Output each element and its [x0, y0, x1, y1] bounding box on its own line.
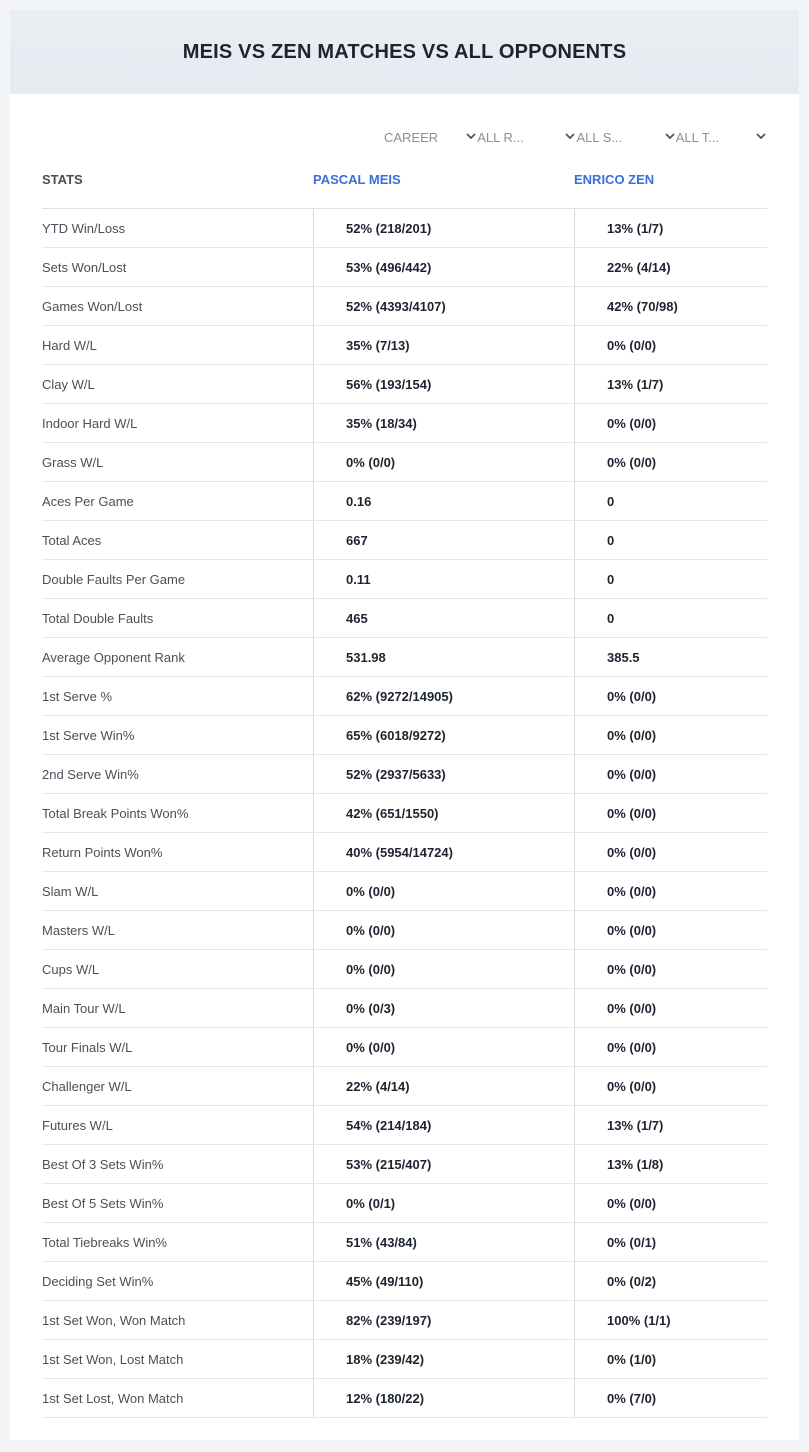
player2-cell	[574, 443, 768, 481]
table-row	[42, 1301, 767, 1340]
player1-cell	[313, 1145, 575, 1183]
player1-value: 465	[346, 611, 368, 626]
stat-label: Total Tiebreaks Win%	[42, 1235, 167, 1250]
stat-label: Sets Won/Lost	[42, 260, 127, 275]
player2-cell	[574, 1262, 768, 1300]
player2-value: 22% (4/14)	[607, 260, 671, 275]
chevron-down-icon	[465, 130, 477, 142]
player1-value: 51% (43/84)	[346, 1235, 417, 1250]
player2-cell	[574, 716, 768, 754]
player2-value: 42% (70/98)	[607, 299, 678, 314]
stat-label: 1st Set Lost, Won Match	[42, 1391, 184, 1406]
player2-value: 0% (0/0)	[607, 1040, 657, 1055]
stat-label: Games Won/Lost	[42, 299, 143, 314]
player1-value: 35% (18/34)	[346, 416, 417, 431]
table-row	[42, 911, 767, 950]
player1-cell	[313, 794, 575, 832]
surfaces-select-value: ALL S...	[576, 129, 623, 145]
table-row	[42, 560, 767, 599]
player1-value: 0.11	[346, 572, 371, 587]
player1-cell	[313, 404, 575, 442]
player2-cell	[574, 482, 768, 520]
player1-value: 0% (0/0)	[346, 962, 396, 977]
player2-value: 13% (1/7)	[607, 377, 664, 392]
player1-value: 531.98	[346, 650, 386, 665]
player2-cell	[574, 833, 768, 871]
player1-cell	[313, 365, 575, 403]
player1-cell	[313, 1067, 575, 1105]
table-row	[42, 1184, 767, 1223]
stat-label: YTD Win/Loss	[42, 221, 126, 236]
stat-label: 2nd Serve Win%	[42, 767, 139, 782]
table-row	[42, 677, 767, 716]
player1-link[interactable]: PASCAL MEIS	[313, 172, 401, 187]
table-row	[42, 365, 767, 404]
table-row	[42, 989, 767, 1028]
player2-cell	[574, 1301, 768, 1339]
stat-label: Indoor Hard W/L	[42, 416, 138, 431]
player2-value: 0% (0/0)	[607, 806, 657, 821]
chevron-down-icon	[564, 130, 576, 142]
player2-value: 100% (1/1)	[607, 1313, 671, 1328]
player2-value: 385.5	[607, 650, 640, 665]
stat-label: Deciding Set Win%	[42, 1274, 154, 1289]
player1-cell	[313, 599, 575, 637]
table-row	[42, 248, 767, 287]
player1-cell	[313, 1301, 575, 1339]
table-row	[42, 755, 767, 794]
player1-value: 667	[346, 533, 368, 548]
player1-value: 0.16	[346, 494, 372, 509]
table-row	[42, 1223, 767, 1262]
player2-cell	[574, 794, 768, 832]
player2-cell	[574, 209, 768, 247]
stat-label: Total Aces	[42, 533, 102, 548]
player1-value: 52% (4393/4107)	[346, 299, 446, 314]
player2-cell	[574, 1184, 768, 1222]
player1-cell	[313, 677, 575, 715]
player1-value: 40% (5954/14724)	[346, 845, 453, 860]
rounds-select-value: ALL R...	[477, 129, 524, 145]
table-row	[42, 1028, 767, 1067]
table-row	[42, 950, 767, 989]
stat-label: Aces Per Game	[42, 494, 134, 509]
player2-value: 0	[607, 494, 615, 509]
stats-table	[42, 208, 767, 1418]
player1-value: 56% (193/154)	[346, 377, 432, 392]
player2-value: 0% (0/0)	[607, 455, 657, 470]
player2-cell	[574, 560, 768, 598]
player1-cell	[313, 248, 575, 286]
player1-value: 35% (7/13)	[346, 338, 410, 353]
player2-value: 0% (0/1)	[607, 1235, 657, 1250]
player2-value: 0	[607, 572, 615, 587]
filter-bar	[382, 126, 767, 148]
table-row	[42, 443, 767, 482]
stat-label: Cups W/L	[42, 962, 100, 977]
player1-cell	[313, 209, 575, 247]
player1-cell	[313, 1262, 575, 1300]
player2-cell	[574, 1223, 768, 1261]
table-row	[42, 521, 767, 560]
player2-cell	[574, 1067, 768, 1105]
player1-cell	[313, 950, 575, 988]
player1-cell	[313, 482, 575, 520]
player1-cell	[313, 872, 575, 910]
player1-value: 54% (214/184)	[346, 1118, 432, 1133]
player2-cell	[574, 599, 768, 637]
player2-value: 0% (0/0)	[607, 884, 657, 899]
table-row	[42, 209, 767, 248]
player2-cell	[574, 326, 768, 364]
player1-cell	[313, 833, 575, 871]
player2-value: 13% (1/7)	[607, 1118, 664, 1133]
player1-cell	[313, 638, 575, 676]
table-row	[42, 1145, 767, 1184]
table-row	[42, 638, 767, 677]
player1-value: 52% (218/201)	[346, 221, 432, 236]
player1-value: 0% (0/0)	[346, 923, 396, 938]
player2-value: 0% (1/0)	[607, 1352, 657, 1367]
player2-value: 13% (1/7)	[607, 221, 664, 236]
player1-cell	[313, 989, 575, 1027]
player2-cell	[574, 1379, 768, 1417]
player2-link[interactable]: ENRICO ZEN	[574, 172, 655, 187]
player2-cell	[574, 1340, 768, 1378]
surfaces-select[interactable]	[576, 126, 675, 148]
player1-cell	[313, 326, 575, 364]
player2-cell	[574, 911, 768, 949]
table-row	[42, 326, 767, 365]
player2-value: 0% (0/0)	[607, 728, 657, 743]
player2-value: 0% (0/0)	[607, 689, 657, 704]
player1-value: 0% (0/3)	[346, 1001, 396, 1016]
stats-card	[10, 10, 799, 1440]
table-row	[42, 482, 767, 521]
player1-value: 65% (6018/9272)	[346, 728, 446, 743]
stat-label: Futures W/L	[42, 1118, 113, 1133]
player2-cell	[574, 677, 768, 715]
player2-cell	[574, 1145, 768, 1183]
period-select-value: CAREER	[384, 129, 439, 145]
table-row	[42, 404, 767, 443]
player1-value: 12% (180/22)	[346, 1391, 425, 1406]
stat-label: Hard W/L	[42, 338, 97, 353]
stat-label: 1st Set Won, Lost Match	[42, 1352, 184, 1367]
stats-column-header: STATS	[42, 172, 83, 187]
stat-label: 1st Serve %	[42, 689, 113, 704]
stat-label: Masters W/L	[42, 923, 115, 938]
player1-cell	[313, 1106, 575, 1144]
stat-label: Total Double Faults	[42, 611, 154, 626]
table-row	[42, 872, 767, 911]
tournaments-select-value: ALL T...	[675, 129, 720, 145]
stat-label: Slam W/L	[42, 884, 99, 899]
table-header	[42, 170, 767, 208]
player1-cell	[313, 1184, 575, 1222]
player1-value: 0% (0/1)	[346, 1196, 396, 1211]
player2-cell	[574, 950, 768, 988]
player1-cell	[313, 755, 575, 793]
player1-value: 53% (215/407)	[346, 1157, 432, 1172]
rounds-select[interactable]	[477, 126, 576, 148]
chevron-down-icon	[755, 130, 767, 142]
player1-cell	[313, 521, 575, 559]
player2-value: 0% (0/0)	[607, 962, 657, 977]
stat-label: Average Opponent Rank	[42, 650, 185, 665]
player2-cell	[574, 1028, 768, 1066]
period-select[interactable]	[382, 126, 477, 148]
stat-label: Best Of 5 Sets Win%	[42, 1196, 164, 1211]
page-title: MEIS VS ZEN MATCHES VS ALL OPPONENTS	[182, 40, 627, 63]
table-row	[42, 833, 767, 872]
stat-label: Main Tour W/L	[42, 1001, 126, 1016]
player2-value: 13% (1/8)	[607, 1157, 664, 1172]
stat-label: Return Points Won%	[42, 845, 163, 860]
player1-cell	[313, 911, 575, 949]
player2-value: 0% (0/0)	[607, 1196, 657, 1211]
player2-value: 0	[607, 611, 615, 626]
player2-value: 0% (7/0)	[607, 1391, 657, 1406]
player2-cell	[574, 521, 768, 559]
player2-cell	[574, 989, 768, 1027]
player1-value: 0% (0/0)	[346, 884, 396, 899]
player1-cell	[313, 716, 575, 754]
table-row	[42, 794, 767, 833]
player2-value: 0% (0/2)	[607, 1274, 657, 1289]
player1-value: 45% (49/110)	[346, 1274, 424, 1289]
player2-cell	[574, 248, 768, 286]
player1-value: 18% (239/42)	[346, 1352, 425, 1367]
player2-value: 0% (0/0)	[607, 416, 657, 431]
table-row	[42, 1067, 767, 1106]
player1-cell	[313, 1028, 575, 1066]
player1-cell	[313, 443, 575, 481]
table-row	[42, 1106, 767, 1145]
player1-value: 0% (0/0)	[346, 1040, 396, 1055]
player2-value: 0	[607, 533, 615, 548]
player2-cell	[574, 872, 768, 910]
player2-cell	[574, 365, 768, 403]
player2-value: 0% (0/0)	[607, 923, 657, 938]
table-row	[42, 287, 767, 326]
page-header	[10, 10, 799, 94]
player2-value: 0% (0/0)	[607, 1001, 657, 1016]
player2-value: 0% (0/0)	[607, 1079, 657, 1094]
table-row	[42, 1379, 767, 1418]
player1-value: 53% (496/442)	[346, 260, 432, 275]
stat-label: Total Break Points Won%	[42, 806, 189, 821]
player2-cell	[574, 1106, 768, 1144]
player2-cell	[574, 638, 768, 676]
stat-label: Grass W/L	[42, 455, 104, 470]
player1-value: 22% (4/14)	[346, 1079, 410, 1094]
chevron-down-icon	[664, 130, 676, 142]
player1-cell	[313, 560, 575, 598]
player2-value: 0% (0/0)	[607, 338, 657, 353]
stat-label: 1st Set Won, Won Match	[42, 1313, 186, 1328]
player1-value: 0% (0/0)	[346, 455, 396, 470]
player1-value: 62% (9272/14905)	[346, 689, 453, 704]
stat-label: 1st Serve Win%	[42, 728, 135, 743]
tournaments-select[interactable]	[676, 126, 767, 148]
player2-value: 0% (0/0)	[607, 767, 657, 782]
player1-cell	[313, 287, 575, 325]
player1-value: 82% (239/197)	[346, 1313, 432, 1328]
player2-cell	[574, 287, 768, 325]
stat-label: Double Faults Per Game	[42, 572, 186, 587]
table-row	[42, 599, 767, 638]
player1-cell	[313, 1379, 575, 1417]
stat-label: Clay W/L	[42, 377, 95, 392]
table-row	[42, 716, 767, 755]
table-row	[42, 1340, 767, 1379]
stat-label: Tour Finals W/L	[42, 1040, 133, 1055]
player2-value: 0% (0/0)	[607, 845, 657, 860]
player1-cell	[313, 1340, 575, 1378]
player2-cell	[574, 404, 768, 442]
player1-value: 52% (2937/5633)	[346, 767, 446, 782]
table-row	[42, 1262, 767, 1301]
player2-cell	[574, 755, 768, 793]
stat-label: Challenger W/L	[42, 1079, 132, 1094]
stat-label: Best Of 3 Sets Win%	[42, 1157, 164, 1172]
player1-value: 42% (651/1550)	[346, 806, 439, 821]
player1-cell	[313, 1223, 575, 1261]
